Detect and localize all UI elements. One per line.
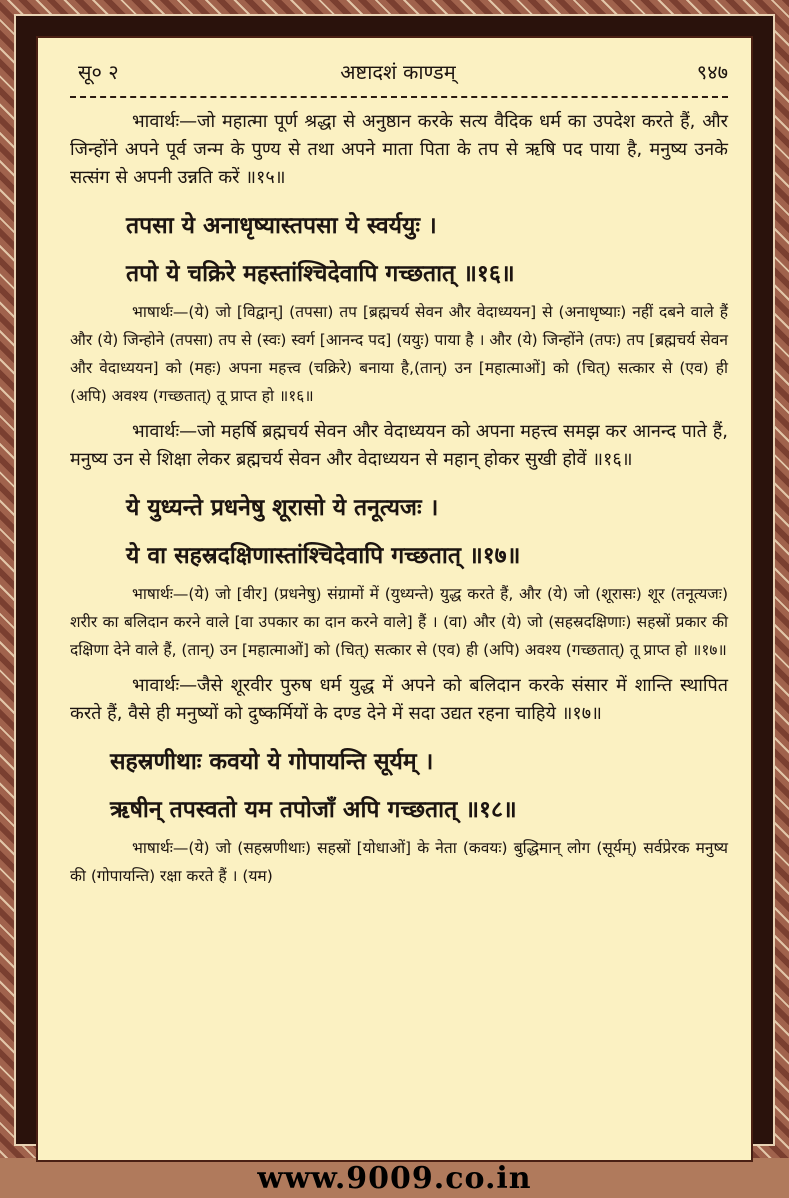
mantra-18-line-2: ऋषीन् तपस्वतो यम तपोजाँ अपि गच्छतात् ॥१८॥	[110, 796, 517, 823]
sukta-number: सू० २	[78, 60, 119, 84]
footer-url: www.9009.co.in	[257, 1161, 532, 1196]
page-content	[70, 108, 728, 898]
page-title: अष्टादशं काण्डम्	[340, 60, 456, 84]
bhavartha-16: भावार्थः—जो महर्षि ब्रह्मचर्य सेवन और वेदाध्ययन को अपना महत्त्व समझ कर आनन्द पाते हैं, मनुष्य उन से शिक्षा लेकर ब्रह्मचर्य सेवन और वेदाध्ययन से महान् होकर सुखी होवें ॥१६॥	[70, 421, 728, 470]
page-number: ९४७	[696, 60, 728, 84]
book-page	[36, 36, 753, 1162]
bhavartha-15: भावार्थः—जो महात्मा पूर्ण श्रद्धा से अनुष्ठान करके सत्य वैदिक धर्म का उपदेश करते हैं, और जिन्होंने अपने पूर्व जन्म के पुण्य से तथा अपने माता पिता के तप से ऋषि पद पाया है, मनुष्य उनके सत्संग से अपनी उन्नति करें ॥१५॥	[70, 111, 728, 188]
bhasharth-18: भाषार्थः—(ये) जो (सहस्रणीथाः) सहस्रों [योधाओं] के नेता (कवयः) बुद्धिमान् लोग (सूर्यम्) सर्वप्रेरक मनुष्य की (गोपायन्ति) रक्षा करते हैं । (यम)	[70, 839, 728, 885]
header-rule	[70, 96, 728, 98]
page-header	[68, 54, 728, 88]
bhasharth-16: भाषार्थः—(ये) जो [विद्वान्] (तपसा) तप [ब्रह्मचर्य सेवन और वेदाध्ययन] से (अनाधृष्याः) नहीं दबने वाले हैं और (ये) जिन्होने (तपसा) तप से (स्वः) स्वर्ग [आनन्द पद] (ययुः) पाया है । और (ये) जिन्होंने (तपः) तप [ब्रह्मचर्य सेवन और वेदाध्ययन] को (महः) अपना महत्त्व (चक्रिरे) बनाया है,(तान्) उन [महात्माओं] को (चित्) सत्कार से (एव) ही (अपि) अवश्य (गच्छतात्) तू प्राप्त हो ॥१६॥	[70, 303, 728, 405]
mantra-18-line-1: सहस्रणीथाः कवयो ये गोपायन्ति सूर्यम् ।	[110, 748, 434, 775]
bhasharth-17: भाषार्थः—(ये) जो [वीर] (प्रधनेषु) संग्रामों में (युध्यन्ते) युद्ध करते हैं, और (ये) जो (शूरासः) शूर (तनूत्यजः) शरीर का बलिदान करने वाले [वा उपकार का दान करने वाले] हैं । (वा) और (ये) जो (सहस्रदक्षिणाः) सहस्रों प्रकार की दक्षिणा देने वाले हैं, (तान्) उन [महात्माओं] को (चित्) सत्कार से (एव) ही (अपि) अवश्य (गच्छतात्) तू प्राप्त हो ॥१७॥	[70, 585, 728, 659]
mantra-17-line-1: ये युध्यन्ते प्रधनेषु शूरासो ये तनूत्यजः ।	[126, 494, 439, 521]
mantra-17-line-2: ये वा सहस्रदक्षिणास्तांश्चिदेवापि गच्छतात् ॥१७॥	[126, 542, 521, 569]
bhavartha-17: भावार्थः—जैसे शूरवीर पुरुष धर्म युद्ध में अपने को बलिदान करके संसार में शान्ति स्थापित करते हैं, वैसे ही मनुष्यों को दुष्कर्मियों के दण्ड देने में सदा उद्यत रहना चाहिये ॥१७॥	[70, 675, 728, 724]
mantra-16-line-1: तपसा ये अनाधृष्यास्तपसा ये स्वर्ययुः ।	[126, 212, 437, 239]
mantra-16-line-2: तपो ये चक्रिरे महस्तांश्चिदेवापि गच्छतात् ॥१६॥	[126, 260, 515, 287]
